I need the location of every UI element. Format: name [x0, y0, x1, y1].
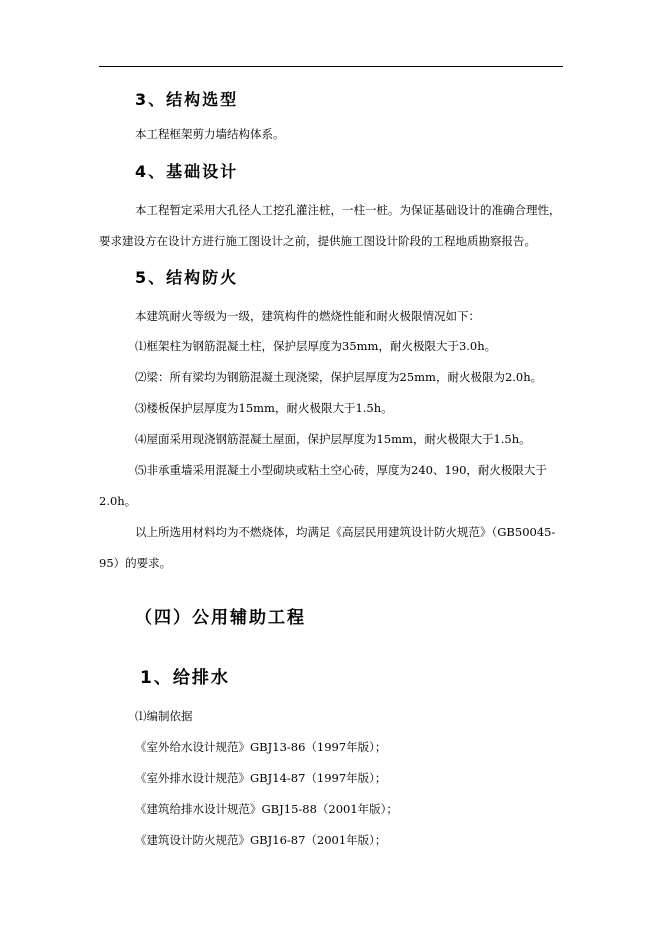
fire-item-3: ⑶楼板保护层厚度为15mm，耐火极限大于1.5h。 — [135, 401, 393, 415]
section-4-heading: 4、基础设计 — [135, 162, 239, 181]
reference-item: 《建筑设计防火规范》GBJ16-87（2001年版）； — [135, 833, 387, 847]
fire-item-5: ⑸非承重墙采用混凝土小型砌块或粘土空心砖，厚度为240、190，耐火极限大于 — [135, 463, 547, 477]
part-4-heading: （四）公用辅助工程 — [135, 608, 306, 628]
section-5-summary-line-2: 95）的要求。 — [99, 556, 172, 570]
fire-item-5-continued: 2.0h。 — [99, 494, 137, 508]
section-5-intro: 本建筑耐火等级为一级，建筑构件的燃烧性能和耐火极限情况如下： — [135, 309, 480, 323]
section-4-line-2: 要求建设方在设计方进行施工图设计之前，提供施工图设计阶段的工程地质勘察报告。 — [99, 234, 536, 248]
section-3-body: 本工程框架剪力墙结构体系。 — [135, 127, 285, 141]
section-5-summary-line-1: 以上所选用材料均为不燃烧体，均满足《高层民用建筑设计防火规范》（GB50045- — [135, 525, 556, 539]
fire-item-4: ⑷屋面采用现浇钢筋混凝土屋面，保护层厚度为15mm，耐火极限大于1.5h。 — [135, 432, 531, 446]
reference-item: 《室外给水设计规范》GBJ13-86（1997年版）； — [135, 740, 387, 754]
section-1-subheading: ⑴编制依据 — [135, 709, 193, 723]
section-5-heading: 5、结构防火 — [135, 268, 239, 287]
header-rule — [99, 66, 563, 67]
section-4-line-1: 本工程暂定采用大孔径人工挖孔灌注桩，一柱一桩。为保证基础设计的准确合理性， — [135, 203, 561, 217]
fire-item-1: ⑴框架柱为钢筋混凝土柱，保护层厚度为35mm，耐火极限大于3.0h。 — [135, 339, 497, 353]
section-1-heading: 1、给排水 — [140, 668, 230, 688]
reference-item: 《室外排水设计规范》GBJ14-87（1997年版）； — [135, 771, 387, 785]
section-3-heading: 3、结构选型 — [135, 90, 239, 109]
reference-item: 《建筑给排水设计规范》GBJ15-88（2001年版）； — [135, 802, 398, 816]
fire-item-2: ⑵梁：所有梁均为钢筋混凝土现浇梁，保护层厚度为25mm，耐火极限为2.0h。 — [135, 370, 543, 384]
